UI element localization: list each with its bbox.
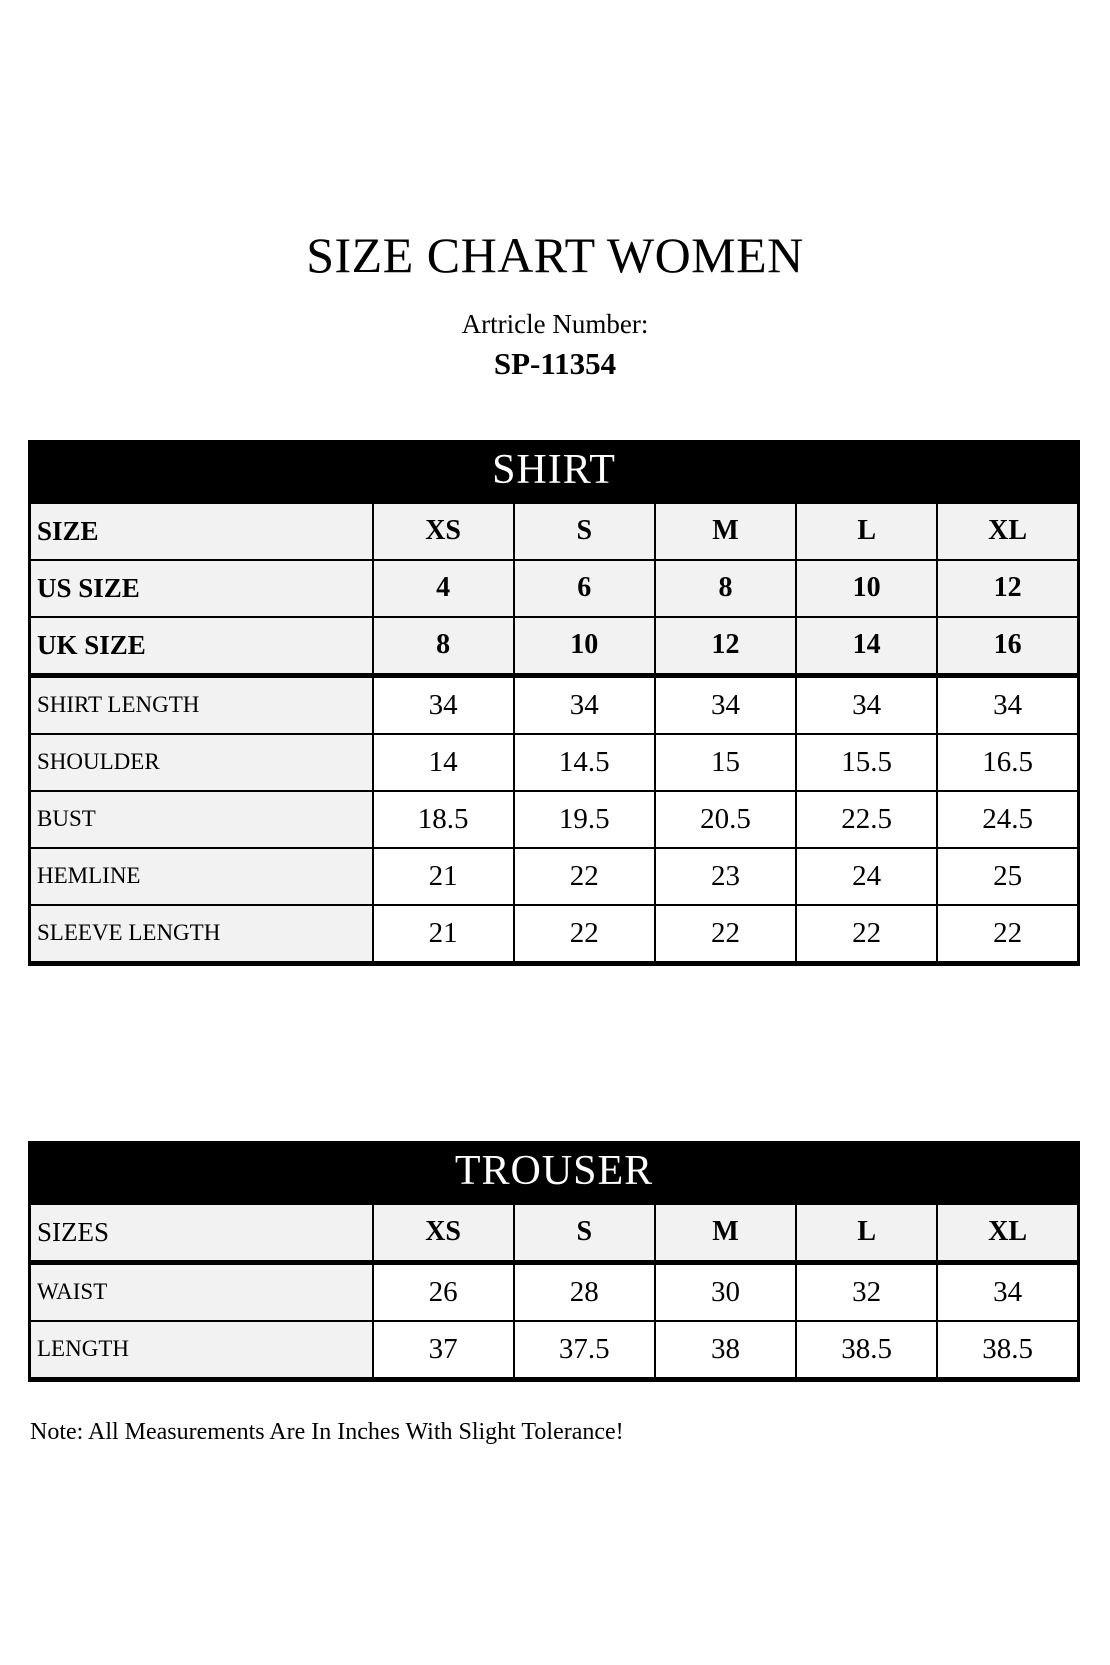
value-cell: 16 bbox=[937, 617, 1078, 676]
value-cell: S bbox=[514, 502, 655, 560]
value-cell: 26 bbox=[373, 1262, 514, 1321]
value-cell: 21 bbox=[373, 848, 514, 905]
value-cell: 19.5 bbox=[514, 791, 655, 848]
value-cell: 37 bbox=[373, 1321, 514, 1380]
value-cell: XL bbox=[937, 502, 1078, 560]
value-cell: 34 bbox=[796, 675, 937, 734]
size-header-row bbox=[30, 617, 1079, 676]
row-label: UK SIZE bbox=[30, 617, 373, 676]
article-number-label: Artricle Number: bbox=[461, 309, 649, 339]
size-header-row bbox=[30, 560, 1079, 617]
value-cell: 14.5 bbox=[514, 734, 655, 791]
value-cell: 22.5 bbox=[796, 791, 937, 848]
value-cell: 34 bbox=[655, 675, 796, 734]
measurement-row bbox=[30, 1262, 1079, 1321]
measurement-row bbox=[30, 791, 1079, 848]
value-cell: 38.5 bbox=[937, 1321, 1078, 1380]
value-cell: M bbox=[655, 1203, 796, 1262]
shirt-size-chart bbox=[28, 440, 1080, 966]
value-cell: 38.5 bbox=[796, 1321, 937, 1380]
value-cell: 14 bbox=[373, 734, 514, 791]
value-cell: 12 bbox=[937, 560, 1078, 617]
value-cell: 23 bbox=[655, 848, 796, 905]
value-cell: 12 bbox=[655, 617, 796, 676]
trouser-size-chart bbox=[28, 1141, 1080, 1382]
value-cell: L bbox=[796, 1203, 937, 1262]
row-label: SHOULDER bbox=[30, 734, 373, 791]
row-label: SLEEVE LENGTH bbox=[30, 905, 373, 964]
value-cell: 37.5 bbox=[514, 1321, 655, 1380]
measurement-row bbox=[30, 734, 1079, 791]
measurement-row bbox=[30, 675, 1079, 734]
value-cell: M bbox=[655, 502, 796, 560]
shirt-table bbox=[28, 501, 1080, 966]
row-label: LENGTH bbox=[30, 1321, 373, 1380]
value-cell: 34 bbox=[937, 1262, 1078, 1321]
value-cell: 16.5 bbox=[937, 734, 1078, 791]
value-cell: 38 bbox=[655, 1321, 796, 1380]
value-cell: 4 bbox=[373, 560, 514, 617]
value-cell: 32 bbox=[796, 1262, 937, 1321]
value-cell: 21 bbox=[373, 905, 514, 964]
value-cell: 22 bbox=[514, 905, 655, 964]
value-cell: 25 bbox=[937, 848, 1078, 905]
row-label: BUST bbox=[30, 791, 373, 848]
value-cell: 24 bbox=[796, 848, 937, 905]
value-cell: L bbox=[796, 502, 937, 560]
value-cell: 30 bbox=[655, 1262, 796, 1321]
value-cell: 20.5 bbox=[655, 791, 796, 848]
row-label: SHIRT LENGTH bbox=[30, 675, 373, 734]
value-cell: 34 bbox=[937, 675, 1078, 734]
measurement-row bbox=[30, 848, 1079, 905]
value-cell: 18.5 bbox=[373, 791, 514, 848]
trouser-table-banner: TROUSER bbox=[28, 1141, 1080, 1202]
value-cell: 15 bbox=[655, 734, 796, 791]
value-cell: XL bbox=[937, 1203, 1078, 1262]
value-cell: 14 bbox=[796, 617, 937, 676]
value-cell: 8 bbox=[655, 560, 796, 617]
measurement-row bbox=[30, 1321, 1079, 1380]
value-cell: 8 bbox=[373, 617, 514, 676]
value-cell: 22 bbox=[514, 848, 655, 905]
value-cell: S bbox=[514, 1203, 655, 1262]
size-header-row bbox=[30, 1203, 1079, 1262]
value-cell: 22 bbox=[655, 905, 796, 964]
value-cell: 28 bbox=[514, 1262, 655, 1321]
row-label: HEMLINE bbox=[30, 848, 373, 905]
value-cell: 22 bbox=[796, 905, 937, 964]
row-label: WAIST bbox=[30, 1262, 373, 1321]
value-cell: 15.5 bbox=[796, 734, 937, 791]
value-cell: 10 bbox=[796, 560, 937, 617]
value-cell: 34 bbox=[373, 675, 514, 734]
page-title: SIZE CHART WOMEN bbox=[306, 227, 804, 283]
shirt-table-banner: SHIRT bbox=[28, 440, 1080, 501]
value-cell: 22 bbox=[937, 905, 1078, 964]
value-cell: 6 bbox=[514, 560, 655, 617]
measurement-note: Note: All Measurements Are In Inches With Slight Tolerance! bbox=[30, 1418, 624, 1445]
value-cell: 10 bbox=[514, 617, 655, 676]
row-label: SIZES bbox=[30, 1203, 373, 1262]
value-cell: XS bbox=[373, 502, 514, 560]
value-cell: 34 bbox=[514, 675, 655, 734]
value-cell: XS bbox=[373, 1203, 514, 1262]
article-number-value: SP-11354 bbox=[493, 346, 617, 382]
row-label: SIZE bbox=[30, 502, 373, 560]
size-header-row bbox=[30, 502, 1079, 560]
measurement-row bbox=[30, 905, 1079, 964]
row-label: US SIZE bbox=[30, 560, 373, 617]
value-cell: 24.5 bbox=[937, 791, 1078, 848]
trouser-table bbox=[28, 1202, 1080, 1382]
